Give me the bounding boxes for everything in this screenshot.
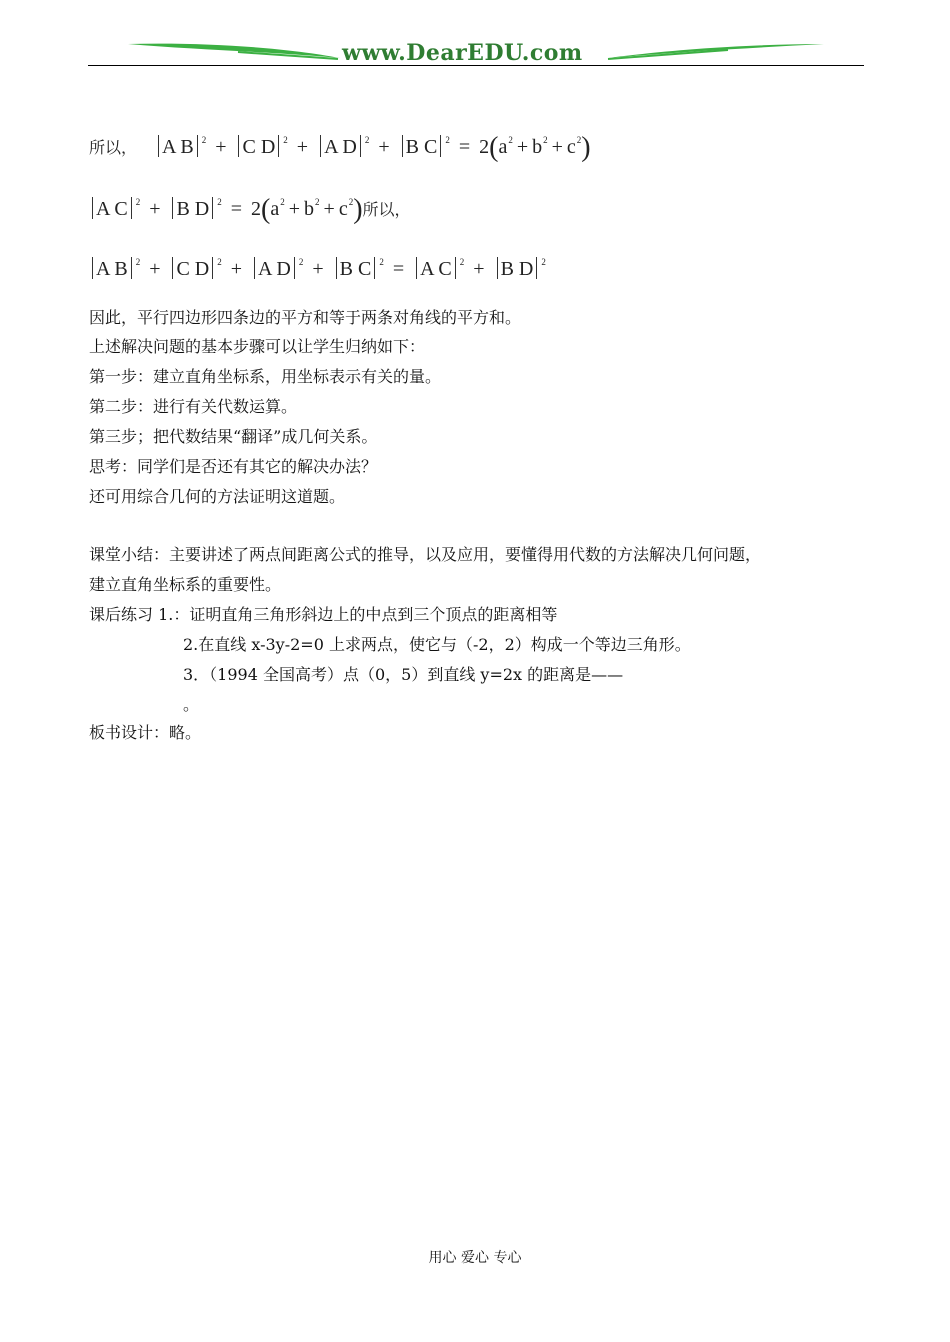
formula-conclusion: A B $^2$ + C D $^2$ + A D $^2$ + B C $^2$ = A C $^2$ + B D $^2$ [89, 257, 546, 281]
vector-label: B C [405, 136, 438, 158]
step-three: 第三步；把代数结果“翻译”成几何关系。 [89, 427, 378, 446]
vector-label: B D [500, 258, 534, 280]
step-two: 第二步：进行有关代数运算。 [89, 397, 298, 416]
steps-intro: 上述解决问题的基本步骤可以让学生归纳如下： [89, 337, 426, 356]
vector-label: C D [176, 258, 210, 280]
vector-label: B C [339, 258, 372, 280]
summary-line-1: 课堂小结：主要讲述了两点间距离公式的推导，以及应用，要懂得用代数的方法解决几何问题， [89, 545, 762, 564]
summary-line-2: 建立直角坐标系的重要性。 [89, 575, 282, 594]
alternative-method: 还可用综合几何的方法证明这道题。 [89, 487, 346, 506]
board-design: 板书设计：略。 [89, 723, 202, 742]
formula-lead-text: 所以， [89, 138, 138, 157]
formula-tail-text: 所以， [362, 200, 411, 219]
formula-parallelogram-diagonals: A C $^2$ + B D $^2 = 2(a^2 + b^2 + c^2)$所以， [89, 194, 411, 226]
exercise-3: 3．（1994 全国高考）点（0，5）到直线 y=2x 的距离是—— [183, 665, 624, 684]
vector-label: A C [420, 258, 452, 280]
conclusion-text: 因此，平行四边形四条边的平方和等于两条对角线的平方和。 [89, 308, 522, 327]
page-footer: 用心 爱心 专心 [428, 1250, 522, 1266]
vector-label: A D [258, 258, 291, 280]
vector-label: A C [96, 198, 128, 220]
formula-parallelogram-sides: 所以， A B $^2$ + C D $^2$ + A D $^2$ + B C $^2 = 2(a^2 + b^2 + c^2)$ [89, 132, 591, 163]
think-question: 思考：同学们是否还有其它的解决办法？ [89, 457, 378, 476]
vector-label: A B [162, 136, 194, 158]
vector-label: A D [324, 136, 357, 158]
exercise-3-end: 。 [183, 695, 200, 714]
step-one: 第一步：建立直角坐标系，用坐标表示有关的量。 [89, 367, 442, 386]
vector-label: B D [176, 198, 210, 220]
vector-label: C D [242, 136, 276, 158]
header-divider [88, 65, 864, 66]
site-logo-text: www.DearEDU.com [342, 40, 583, 66]
exercise-1: 课后练习 1.：证明直角三角形斜边上的中点到三个顶点的距离相等 [89, 605, 558, 624]
exercise-2: 2.在直线 x-3y-2=0 上求两点，使它与（-2，2）构成一个等边三角形。 [183, 635, 691, 654]
vector-label: A B [96, 258, 128, 280]
